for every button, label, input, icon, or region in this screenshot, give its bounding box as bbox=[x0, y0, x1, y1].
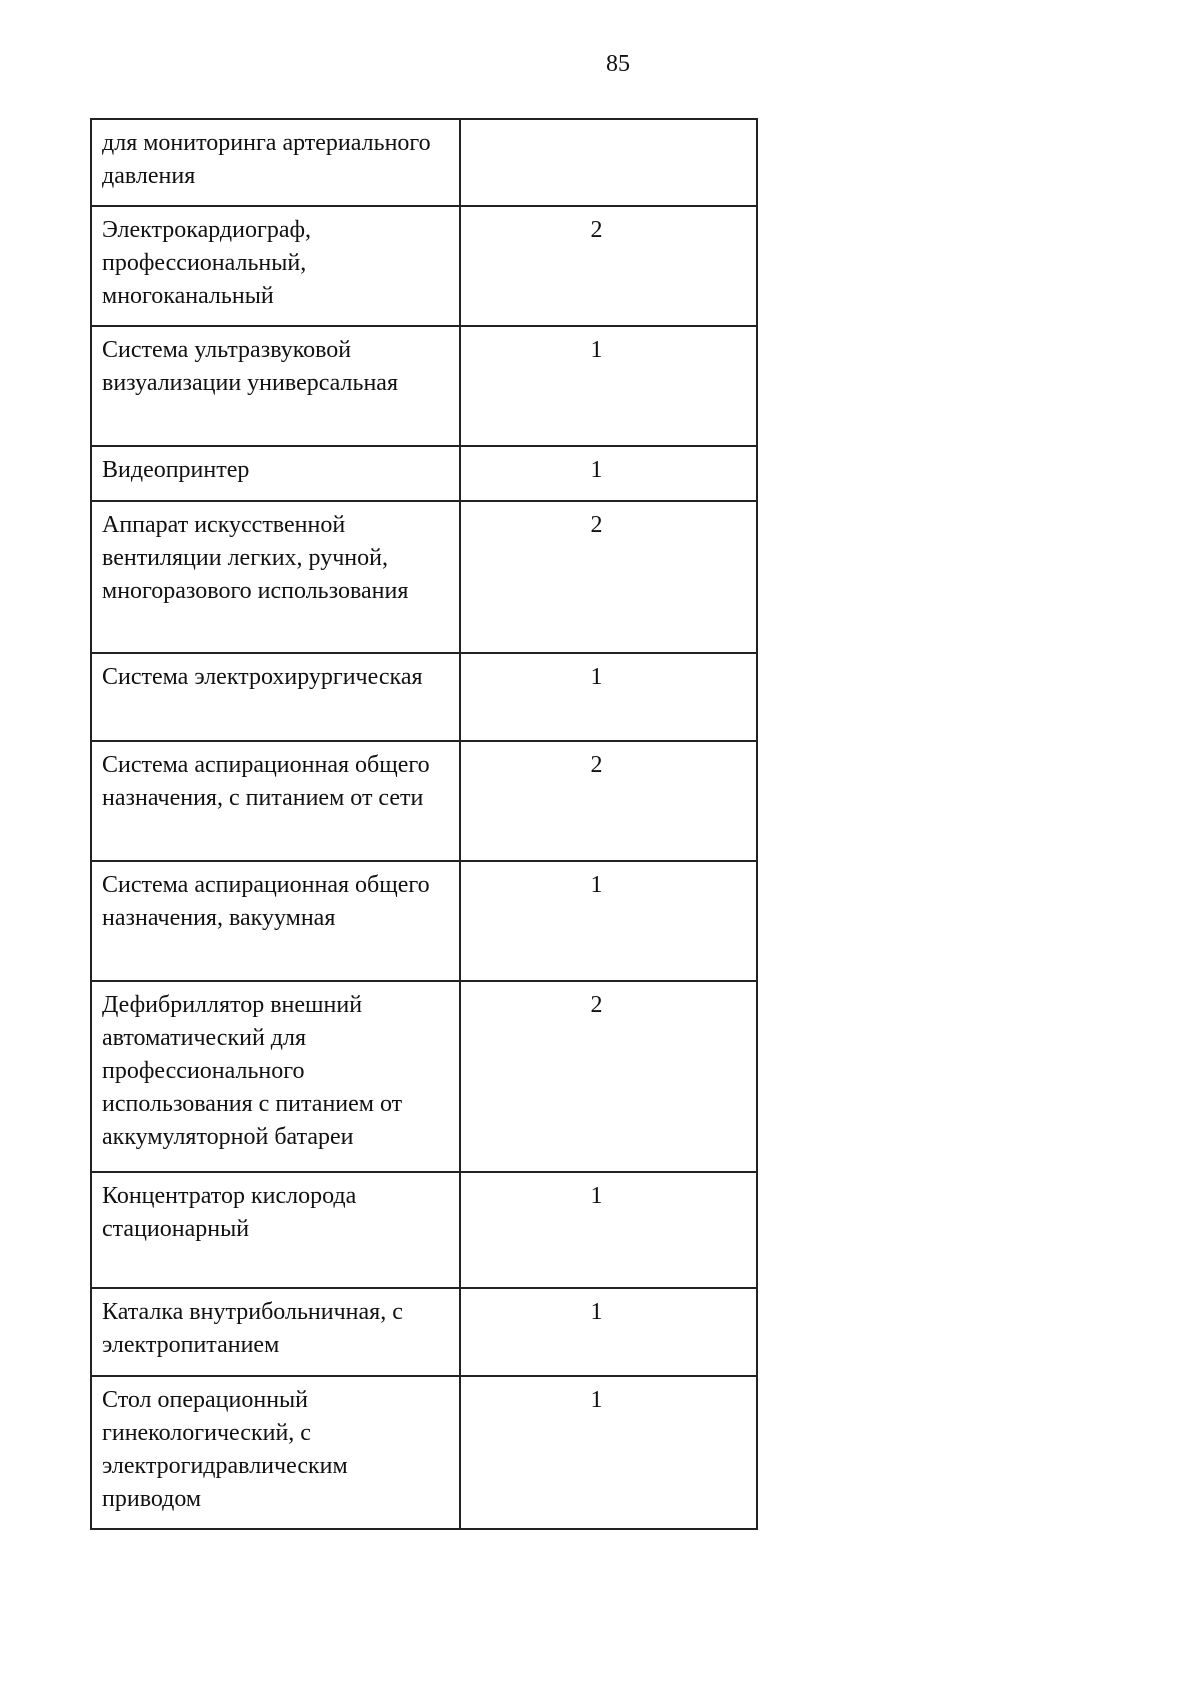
equipment-name: для мониторинга артериального давления bbox=[91, 119, 460, 206]
equipment-quantity: 1 bbox=[460, 861, 757, 981]
table-row bbox=[91, 1172, 757, 1288]
equipment-name: Система аспирационная общего назначения, вакуумная bbox=[91, 861, 460, 981]
table-row bbox=[91, 861, 757, 981]
table-row bbox=[91, 326, 757, 446]
table-row bbox=[91, 653, 757, 741]
equipment-quantity: 1 bbox=[460, 653, 757, 741]
equipment-quantity: 2 bbox=[460, 741, 757, 861]
equipment-quantity: 1 bbox=[460, 1172, 757, 1288]
equipment-name: Система ультразвуковой визуализации универсальная bbox=[91, 326, 460, 446]
table-row bbox=[91, 446, 757, 501]
equipment-quantity: 2 bbox=[460, 501, 757, 653]
table-row bbox=[91, 206, 757, 326]
table-row bbox=[91, 981, 757, 1172]
table-row bbox=[91, 1376, 757, 1529]
equipment-quantity: 2 bbox=[460, 206, 757, 326]
equipment-name: Аппарат искусственной вентиляции легких, ручной, многоразового использования bbox=[91, 501, 460, 653]
equipment-name: Дефибриллятор внешний автоматический для профессионального использования с питанием от аккумуляторной батареи bbox=[91, 981, 460, 1172]
page-number: 85 bbox=[606, 51, 630, 77]
equipment-name: Электрокардиограф, профессиональный, многоканальный bbox=[91, 206, 460, 326]
equipment-name: Система аспирационная общего назначения, с питанием от сети bbox=[91, 741, 460, 861]
equipment-name: Каталка внутрибольничная, с электропитанием bbox=[91, 1288, 460, 1376]
equipment-name: Стол операционный гинекологический, с электрогидравлическим приводом bbox=[91, 1376, 460, 1529]
equipment-quantity bbox=[460, 119, 757, 206]
equipment-name: Система электрохирургическая bbox=[91, 653, 460, 741]
equipment-quantity: 2 bbox=[460, 981, 757, 1172]
equipment-quantity: 1 bbox=[460, 1376, 757, 1529]
equipment-quantity: 1 bbox=[460, 1288, 757, 1376]
table-row bbox=[91, 119, 757, 206]
table-row bbox=[91, 741, 757, 861]
equipment-table bbox=[90, 118, 758, 1530]
table-row bbox=[91, 1288, 757, 1376]
equipment-name: Видеопринтер bbox=[91, 446, 460, 501]
equipment-quantity: 1 bbox=[460, 446, 757, 501]
table-row bbox=[91, 501, 757, 653]
equipment-quantity: 1 bbox=[460, 326, 757, 446]
equipment-name: Концентратор кислорода стационарный bbox=[91, 1172, 460, 1288]
